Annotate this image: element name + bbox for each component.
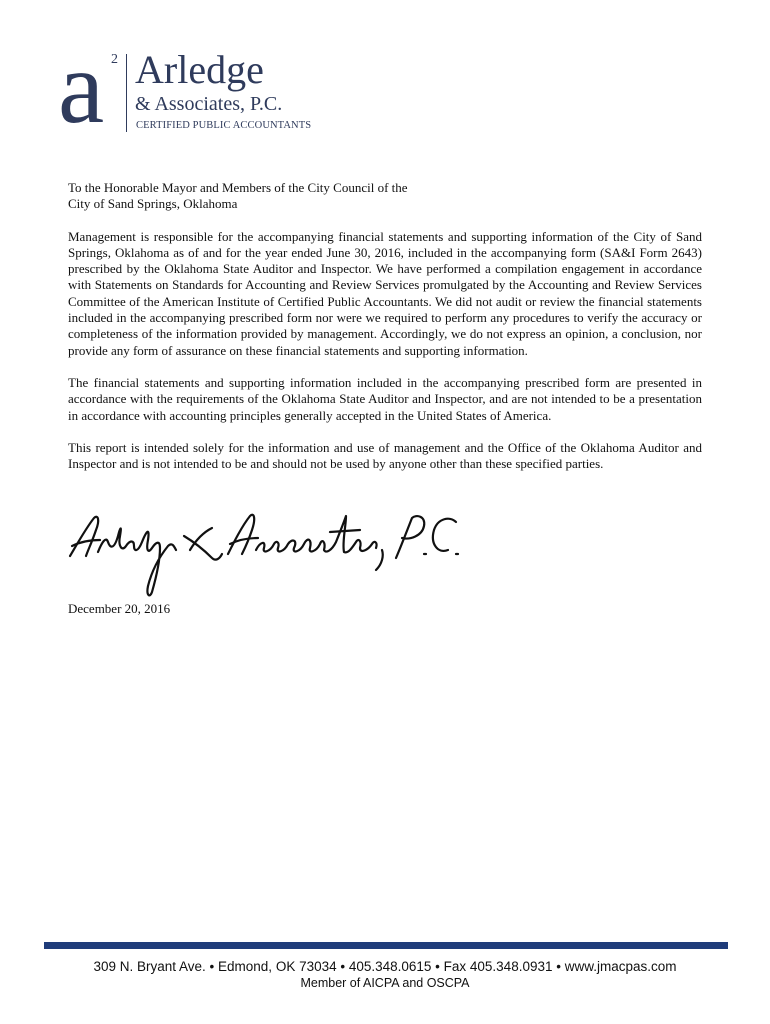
firm-tagline: CERTIFIED PUBLIC ACCOUNTANTS: [136, 120, 312, 131]
logo-superscript: 2: [111, 52, 118, 67]
letterhead-logo: [58, 30, 318, 145]
logo-divider: [126, 54, 127, 132]
body-paragraph: The financial statements and supporting information included in the accompanying prescribed form are presented in accordance with the requirements of the Oklahoma State Auditor and Inspector, and are not intended to be a presentation in accordance with accounting principles generally accepted in the United States of America.: [68, 374, 702, 423]
footer-address: 309 N. Bryant Ave. • Edmond, OK 73034 • 405.348.0615 • Fax 405.348.0931 • www.jmacpas.com: [93, 959, 677, 974]
signature-date: December 20, 2016: [68, 601, 171, 616]
footer-membership: Member of AICPA and OSCPA: [300, 976, 470, 990]
footer-divider: [44, 942, 728, 949]
addressee-block: [68, 180, 702, 213]
logo-letter: a: [58, 30, 105, 145]
firm-name: Arledge: [135, 47, 264, 92]
body-paragraph: This report is intended solely for the information and use of management and the Office of the Oklahoma Auditor and Inspector and is not intended to be and should not be used by anyone other than these specified parties.: [68, 439, 702, 472]
letter-content: [68, 180, 702, 472]
firm-subtitle: & Associates, P.C.: [135, 93, 283, 115]
handwritten-signature: [64, 506, 464, 602]
addressee-line: City of Sand Springs, Oklahoma: [68, 196, 238, 212]
body-paragraph: Management is responsible for the accompanying financial statements and supporting information of the City of Sand Springs, Oklahoma as of and for the year ended June 30, 2016, included in the accompanying form (SA&I Form 2643) prescribed by the Oklahoma State Auditor and Inspector. We have performed a compilation engagement in accordance with Statements on Standards for Accounting and Review Services promulgated by the Accounting and Review Services Committee of the American Institute of Certified Public Accountants. We did not audit or review the financial statements included in the accompanying prescribed form nor were we required to perform any procedures to verify the accuracy or completeness of the information provided by management. Accordingly, we do not express an opinion, a conclusion, nor provide any form of assurance on these financial statements and supporting information.: [68, 228, 702, 358]
addressee-line: To the Honorable Mayor and Members of the City Council of the: [68, 180, 408, 195]
